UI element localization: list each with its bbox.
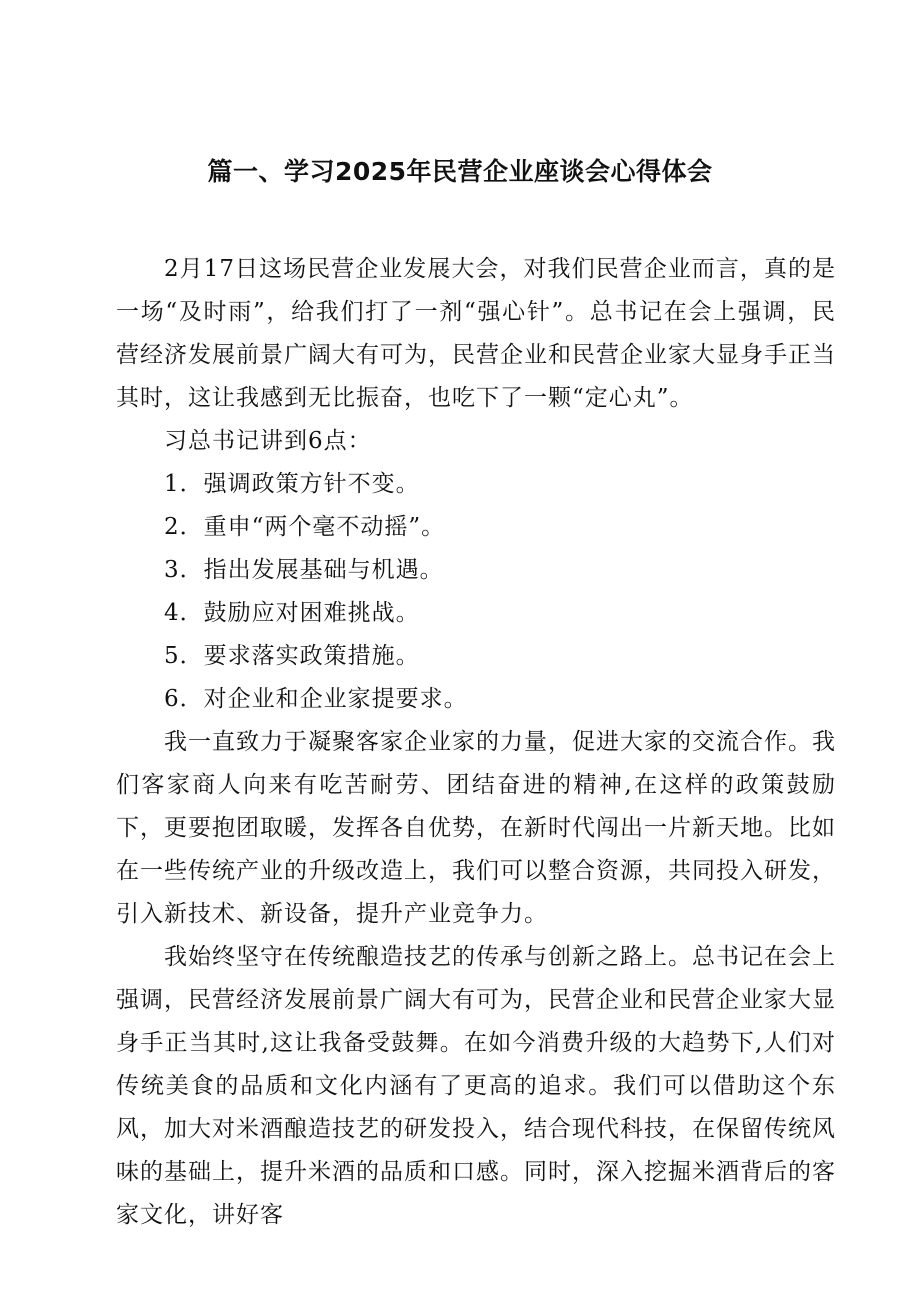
hakka-paragraph: 我一直致力于凝聚客家企业家的力量，促进大家的交流合作。我们客家商人向来有吃苦耐劳、团结奋进的精神,在这样的政策鼓励下，更要抱团取暖，发挥各自优势，在新时代闯出一片新天地。比如在一些传统产业的升级改造上，我们可以整合资源，共同投入研发，引入新技术、新设备，提升产业竞争力。: [116, 729, 836, 927]
list-item: 6．对企业和企业家提要求。: [164, 686, 468, 712]
list-item: 2．重申“两个毫不动摇”。: [164, 514, 446, 540]
list-item: 1．强调政策方针不变。: [164, 471, 420, 497]
list-item: 4．鼓励应对困难挑战。: [164, 600, 420, 626]
document-body: [116, 248, 836, 1237]
brewing-paragraph: 我始终坚守在传统酿造技艺的传承与创新之路上。总书记在会上强调，民营经济发展前景广阔大有可为，民营企业和民营企业家大显身手正当其时,这让我备受鼓舞。在如今消费升级的大趋势下,人们对传统美食的品质和文化内涵有了更高的追求。我们可以借助这个东风，加大对米酒酿造技艺的研发投入，结合现代科技，在保留传统风味的基础上，提升米酒的品质和口感。同时，深入挖掘米酒背后的客家文化，讲好客: [116, 944, 836, 1228]
list-intro: 习总书记讲到6点：: [164, 428, 372, 454]
list-item: 5．要求落实政策措施。: [164, 643, 420, 669]
document-title: 篇一、学习2025年民营企业座谈会心得体会: [207, 157, 713, 186]
intro-paragraph: 2月17日这场民营企业发展大会，对我们民营企业而言，真的是一场“及时雨”，给我们打了一剂“强心针”。总书记在会上强调，民营经济发展前景广阔大有可为，民营企业和民营企业家大显身手正当其时，这让我感到无比振奋，也吃下了一颗“定心丸”。: [116, 256, 836, 411]
list-item: 3．指出发展基础与机遇。: [164, 557, 444, 583]
